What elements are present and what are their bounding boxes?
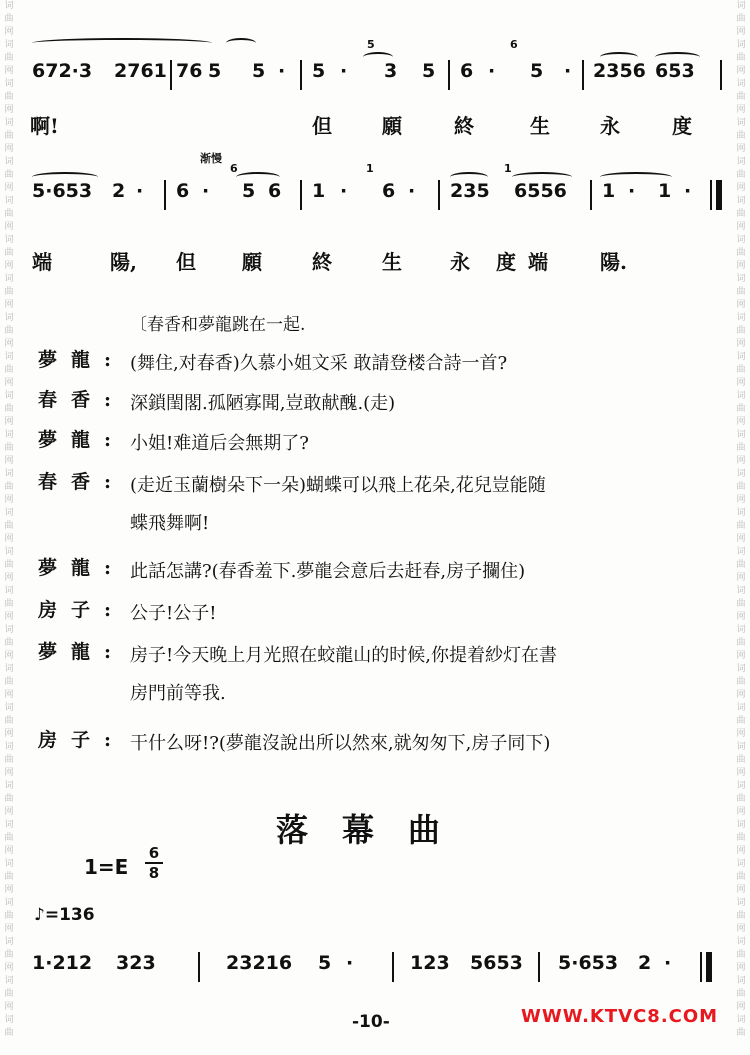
note: ·	[684, 180, 692, 202]
section-title: 落幕曲	[275, 811, 474, 849]
watermark-glyph: 词	[736, 625, 746, 635]
watermark-glyph: 词	[736, 430, 746, 440]
grace-note: 6	[230, 162, 238, 175]
watermark-glyph: 网	[736, 807, 746, 817]
watermark-glyph: 网	[736, 924, 746, 934]
stage-direction: 〔春香和夢龍跳在一起.	[130, 315, 306, 335]
watermark-glyph: 词	[736, 703, 746, 713]
grace-note: 5	[367, 38, 375, 51]
tempo-marking: 渐慢	[200, 152, 222, 165]
watermark-glyph: 曲	[4, 677, 14, 687]
watermark-glyph: 词	[4, 1, 14, 11]
note: ·	[564, 60, 572, 82]
watermark-glyph: 曲	[4, 14, 14, 24]
note: ·	[408, 180, 416, 202]
watermark-glyph: 词	[4, 1015, 14, 1025]
lyric: 永	[450, 250, 470, 274]
lyric: 終	[454, 114, 474, 138]
site-watermark: WWW.KTVC8.COM	[521, 1006, 719, 1027]
watermark-glyph: 网	[736, 222, 746, 232]
watermark-glyph: 曲	[736, 287, 746, 297]
watermark-glyph: 词	[4, 781, 14, 791]
watermark-glyph: 网	[4, 1002, 14, 1012]
watermark-glyph: 词	[736, 586, 746, 596]
watermark-glyph: 曲	[4, 287, 14, 297]
watermark-glyph: 网	[736, 300, 746, 310]
watermark-glyph: 曲	[736, 872, 746, 882]
watermark-glyph: 网	[4, 573, 14, 583]
slur	[226, 38, 256, 48]
note: 5	[318, 952, 332, 974]
note: 1	[602, 180, 616, 202]
lyric: 端	[528, 250, 548, 274]
bar-line	[170, 60, 172, 90]
note: 23216	[226, 952, 293, 974]
watermark-glyph: 词	[4, 625, 14, 635]
bar-line	[590, 180, 592, 210]
bar-line	[448, 60, 450, 90]
watermark-glyph: 曲	[736, 53, 746, 63]
watermark-glyph: 曲	[4, 911, 14, 921]
bar-line	[582, 60, 584, 90]
watermark-glyph: 曲	[4, 638, 14, 648]
watermark-glyph: 曲	[4, 833, 14, 843]
watermark-glyph: 网	[4, 651, 14, 661]
side-watermark-left	[2, 0, 16, 1055]
watermark-glyph: 词	[4, 352, 14, 362]
watermark-glyph: 网	[4, 417, 14, 427]
watermark-glyph: 曲	[4, 560, 14, 570]
grace-note: 1	[366, 162, 374, 175]
bar-line	[720, 60, 722, 90]
watermark-glyph: 网	[736, 66, 746, 76]
lyric: 永	[600, 114, 620, 138]
watermark-glyph: 词	[736, 196, 746, 206]
lyric: 生	[382, 250, 402, 274]
watermark-glyph: 词	[736, 235, 746, 245]
speaker: 夢龍:	[38, 557, 126, 579]
watermark-glyph: 词	[4, 898, 14, 908]
watermark-glyph: 曲	[736, 248, 746, 258]
note: 2	[638, 952, 652, 974]
note: 1	[312, 180, 326, 202]
dialogue-line: 深鎖閨閣.孤陋寡聞,豈敢献醜.(走)	[130, 393, 396, 414]
watermark-glyph: 网	[736, 105, 746, 115]
watermark-glyph: 曲	[736, 521, 746, 531]
watermark-glyph: 词	[4, 79, 14, 89]
watermark-glyph: 网	[736, 534, 746, 544]
bar-line	[438, 180, 440, 210]
bar-line	[198, 952, 200, 982]
watermark-glyph: 曲	[4, 248, 14, 258]
watermark-glyph: 网	[4, 66, 14, 76]
watermark-glyph: 网	[736, 261, 746, 271]
lyric: 終	[312, 250, 332, 274]
watermark-glyph: 词	[4, 547, 14, 557]
watermark-glyph: 曲	[736, 326, 746, 336]
watermark-glyph: 网	[736, 612, 746, 622]
watermark-glyph: 曲	[4, 404, 14, 414]
lyric: 度	[496, 250, 516, 274]
lyrics-line-1	[30, 110, 725, 140]
lyric: 但	[176, 250, 196, 274]
watermark-glyph: 网	[4, 456, 14, 466]
note: ·	[340, 60, 348, 82]
watermark-glyph: 曲	[4, 170, 14, 180]
grace-note: 1	[504, 162, 512, 175]
watermark-glyph: 词	[736, 898, 746, 908]
watermark-glyph: 词	[736, 859, 746, 869]
watermark-glyph: 曲	[736, 443, 746, 453]
watermark-glyph: 曲	[736, 560, 746, 570]
speaker: 春香:	[38, 389, 126, 411]
watermark-glyph: 曲	[736, 833, 746, 843]
watermark-glyph: 曲	[4, 872, 14, 882]
watermark-glyph: 网	[4, 105, 14, 115]
watermark-glyph: 词	[4, 508, 14, 518]
watermark-glyph: 曲	[736, 482, 746, 492]
watermark-glyph: 词	[736, 118, 746, 128]
dialogue-line: 公子!公子!	[130, 603, 217, 624]
watermark-glyph: 曲	[736, 599, 746, 609]
watermark-glyph: 曲	[4, 794, 14, 804]
note: 76	[176, 60, 203, 82]
watermark-glyph: 曲	[4, 716, 14, 726]
watermark-glyph: 曲	[4, 1028, 14, 1038]
watermark-glyph: 曲	[736, 404, 746, 414]
watermark-glyph: 网	[4, 339, 14, 349]
watermark-glyph: 词	[4, 937, 14, 947]
note: 123	[410, 952, 450, 974]
dialogue-line: 干什么呀!?(夢龍沒說出所以然來,就匆匆下,房子同下)	[130, 733, 551, 754]
note: 5	[242, 180, 256, 202]
watermark-glyph: 曲	[736, 950, 746, 960]
watermark-glyph: 曲	[4, 521, 14, 531]
watermark-glyph: 曲	[4, 755, 14, 765]
watermark-glyph: 网	[4, 183, 14, 193]
watermark-glyph: 词	[4, 469, 14, 479]
bar-line	[392, 952, 394, 982]
note: 2	[112, 180, 126, 202]
watermark-glyph: 网	[4, 612, 14, 622]
watermark-glyph: 网	[4, 807, 14, 817]
time-signature	[145, 845, 163, 881]
watermark-glyph: 网	[736, 573, 746, 583]
note: 2356	[593, 60, 646, 82]
note: 235	[450, 180, 490, 202]
watermark-glyph: 网	[4, 729, 14, 739]
watermark-glyph: 曲	[736, 911, 746, 921]
watermark-glyph: 网	[4, 495, 14, 505]
watermark-glyph: 词	[4, 664, 14, 674]
watermark-glyph: 网	[4, 963, 14, 973]
watermark-glyph: 曲	[4, 365, 14, 375]
bar-line	[164, 180, 166, 210]
watermark-glyph: 曲	[4, 599, 14, 609]
watermark-glyph: 词	[736, 781, 746, 791]
note: 1	[658, 180, 672, 202]
watermark-glyph: 网	[736, 690, 746, 700]
watermark-glyph: 词	[4, 820, 14, 830]
watermark-glyph: 词	[736, 79, 746, 89]
watermark-glyph: 词	[736, 40, 746, 50]
watermark-glyph: 词	[736, 313, 746, 323]
watermark-glyph: 网	[736, 768, 746, 778]
lyric: 端	[32, 250, 52, 274]
watermark-glyph: 词	[4, 274, 14, 284]
watermark-glyph: 词	[4, 391, 14, 401]
dialogue-line: 房子!今天晚上月光照在蛟龍山的时候,你提着紗灯在書	[130, 645, 557, 666]
note: 1·212	[32, 952, 93, 974]
note: 5	[208, 60, 222, 82]
speaker: 春香:	[38, 471, 126, 493]
watermark-glyph: 网	[736, 885, 746, 895]
watermark-glyph: 词	[4, 703, 14, 713]
note: 653	[655, 60, 695, 82]
watermark-glyph: 网	[736, 183, 746, 193]
watermark-glyph: 曲	[4, 92, 14, 102]
watermark-glyph: 曲	[736, 14, 746, 24]
watermark-glyph: 网	[4, 378, 14, 388]
lyric: 願	[242, 250, 262, 274]
watermark-glyph: 网	[736, 339, 746, 349]
watermark-glyph: 词	[736, 352, 746, 362]
watermark-glyph: 网	[736, 729, 746, 739]
score-line-2	[30, 158, 725, 218]
side-watermark-right	[734, 0, 748, 1055]
note: 323	[116, 952, 156, 974]
watermark-glyph: 曲	[4, 950, 14, 960]
dialogue-line: 小姐!难道后会無期了?	[130, 433, 309, 454]
bar-line	[538, 952, 540, 982]
grace-note: 6	[510, 38, 518, 51]
watermark-glyph: 曲	[736, 131, 746, 141]
note: 672·3	[32, 60, 93, 82]
final-bar-line	[700, 952, 702, 982]
watermark-glyph: 网	[4, 27, 14, 37]
note: 6	[460, 60, 474, 82]
watermark-glyph: 词	[736, 391, 746, 401]
watermark-glyph: 词	[4, 313, 14, 323]
note: ·	[628, 180, 636, 202]
watermark-glyph: 词	[736, 937, 746, 947]
watermark-glyph: 网	[4, 690, 14, 700]
speaker: 夢龍:	[38, 429, 126, 451]
note: ·	[346, 952, 354, 974]
lyric: 願	[382, 114, 402, 138]
watermark-glyph: 曲	[736, 92, 746, 102]
watermark-glyph: 词	[4, 196, 14, 206]
watermark-glyph: 词	[4, 976, 14, 986]
note: 2761	[114, 60, 167, 82]
note: 5	[422, 60, 436, 82]
watermark-glyph: 曲	[736, 638, 746, 648]
watermark-glyph: 网	[4, 144, 14, 154]
watermark-glyph: 曲	[4, 326, 14, 336]
lyrics-line-2	[30, 246, 725, 276]
watermark-glyph: 曲	[736, 989, 746, 999]
note: ·	[136, 180, 144, 202]
watermark-glyph: 网	[4, 222, 14, 232]
key-signature: 1=E	[84, 855, 129, 879]
lyric: 陽.	[600, 250, 627, 274]
watermark-glyph: 词	[4, 586, 14, 596]
time-signature-bottom: 8	[148, 864, 160, 882]
watermark-glyph: 网	[736, 495, 746, 505]
dialogue-line: 蝶飛舞啊!	[130, 513, 210, 534]
note: 6	[176, 180, 190, 202]
watermark-glyph: 网	[736, 1002, 746, 1012]
watermark-glyph: 曲	[736, 677, 746, 687]
watermark-glyph: 网	[736, 846, 746, 856]
watermark-glyph: 曲	[736, 1028, 746, 1038]
page-number: -10-	[352, 1012, 390, 1032]
watermark-glyph: 网	[4, 261, 14, 271]
watermark-glyph: 曲	[4, 209, 14, 219]
final-bar-line	[706, 952, 712, 982]
watermark-glyph: 词	[4, 118, 14, 128]
lyric: 生	[530, 114, 550, 138]
speaker: 房子:	[38, 729, 126, 751]
watermark-glyph: 词	[736, 976, 746, 986]
watermark-glyph: 词	[4, 742, 14, 752]
final-bar-line	[716, 180, 722, 210]
speaker: 房子:	[38, 599, 126, 621]
watermark-glyph: 词	[4, 157, 14, 167]
watermark-glyph: 网	[736, 456, 746, 466]
dialogue-line: 此話怎講?(春香羞下.夢龍会意后去赶春,房子攔住)	[130, 561, 526, 582]
watermark-glyph: 词	[4, 40, 14, 50]
watermark-glyph: 曲	[4, 989, 14, 999]
note: 6	[268, 180, 282, 202]
watermark-glyph: 曲	[736, 794, 746, 804]
watermark-glyph: 网	[736, 378, 746, 388]
note: 5	[312, 60, 326, 82]
score-line-3	[30, 930, 725, 990]
lyric: 但	[312, 114, 332, 138]
watermark-glyph: 曲	[736, 716, 746, 726]
bar-line	[300, 60, 302, 90]
tempo-marking: ♪=136	[34, 905, 95, 925]
watermark-glyph: 词	[736, 1, 746, 11]
note: 5653	[470, 952, 523, 974]
watermark-glyph: 曲	[736, 755, 746, 765]
watermark-glyph: 曲	[736, 209, 746, 219]
note: 6556	[514, 180, 567, 202]
watermark-glyph: 词	[4, 235, 14, 245]
note: 5·653	[558, 952, 619, 974]
note: ·	[488, 60, 496, 82]
watermark-glyph: 网	[4, 534, 14, 544]
watermark-glyph: 网	[4, 768, 14, 778]
watermark-glyph: 曲	[736, 170, 746, 180]
watermark-glyph: 曲	[736, 365, 746, 375]
watermark-glyph: 网	[4, 846, 14, 856]
note: ·	[664, 952, 672, 974]
note: 5	[252, 60, 266, 82]
watermark-glyph: 曲	[4, 53, 14, 63]
watermark-glyph: 词	[4, 430, 14, 440]
dialogue-line: (舞住,对春香)久慕小姐文采 敢請登楼合詩一首?	[130, 353, 508, 374]
speaker: 夢龍:	[38, 349, 126, 371]
watermark-glyph: 词	[736, 742, 746, 752]
watermark-glyph: 词	[736, 508, 746, 518]
speaker: 夢龍:	[38, 641, 126, 663]
time-signature-top: 6	[148, 844, 160, 862]
watermark-glyph: 网	[736, 417, 746, 427]
watermark-glyph: 曲	[4, 443, 14, 453]
watermark-glyph: 词	[736, 1015, 746, 1025]
slur	[32, 38, 212, 48]
bar-line	[300, 180, 302, 210]
watermark-glyph: 词	[4, 859, 14, 869]
watermark-glyph: 词	[736, 547, 746, 557]
note: 5·653	[32, 180, 93, 202]
watermark-glyph: 网	[736, 144, 746, 154]
watermark-glyph: 词	[736, 157, 746, 167]
note: 6	[382, 180, 396, 202]
watermark-glyph: 网	[4, 885, 14, 895]
lyric: 陽,	[110, 250, 137, 274]
watermark-glyph: 词	[736, 469, 746, 479]
note: 5	[530, 60, 544, 82]
dialogue-line: (走近玉蘭樹朵下一朵)蝴蝶可以飛上花朵,花兒豈能随	[130, 475, 546, 496]
watermark-glyph: 网	[4, 300, 14, 310]
watermark-glyph: 曲	[4, 131, 14, 141]
dialogue-line: 房門前等我.	[130, 683, 226, 704]
lyric: 度	[672, 114, 692, 138]
lyric: 啊!	[30, 114, 59, 138]
watermark-glyph: 词	[736, 274, 746, 284]
watermark-glyph: 网	[736, 963, 746, 973]
note: ·	[278, 60, 286, 82]
watermark-glyph: 网	[736, 651, 746, 661]
watermark-glyph: 词	[736, 664, 746, 674]
watermark-glyph: 词	[736, 820, 746, 830]
watermark-glyph: 曲	[4, 482, 14, 492]
note: ·	[340, 180, 348, 202]
note: ·	[202, 180, 210, 202]
note: 3	[384, 60, 398, 82]
watermark-glyph: 网	[4, 924, 14, 934]
final-bar-line	[710, 180, 712, 210]
watermark-glyph: 网	[736, 27, 746, 37]
score-line-1	[30, 38, 725, 98]
